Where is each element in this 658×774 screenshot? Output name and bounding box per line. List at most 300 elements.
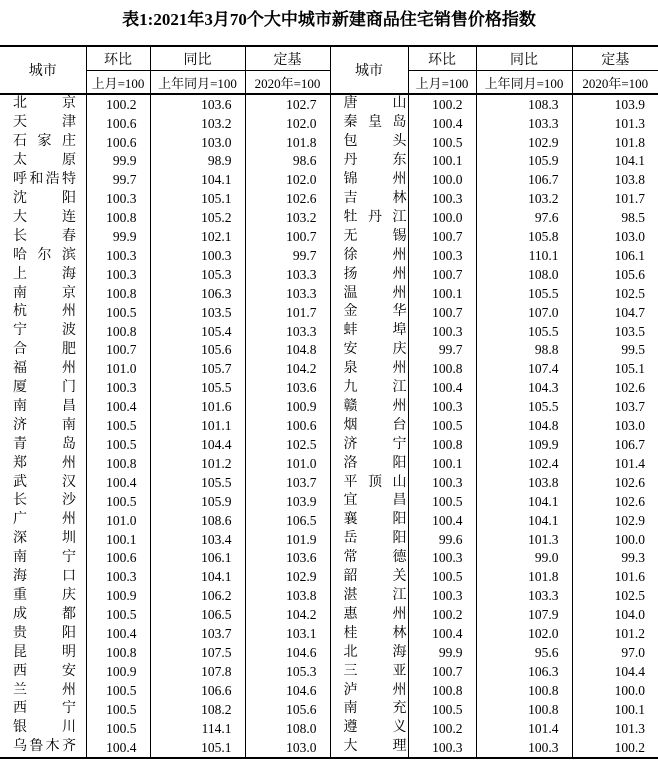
table-row [0, 152, 658, 171]
yoy-value-right: 105.5 [476, 284, 572, 303]
header-fixed-base-right: 2020年=100 [572, 71, 658, 95]
fixed-base-value-left: 98.6 [245, 152, 330, 171]
fixed-base-value-left: 106.5 [245, 511, 330, 530]
city-cell-right [330, 303, 408, 322]
city-name: 太原 [13, 153, 76, 169]
yoy-value-left: 106.5 [150, 605, 245, 624]
city-cell-right [330, 587, 408, 606]
table-row [0, 379, 658, 398]
city-cell-right [330, 700, 408, 719]
mom-value-right: 99.9 [408, 643, 476, 662]
city-name: 杭州 [13, 304, 76, 320]
table-row [0, 511, 658, 530]
mom-value-left: 100.8 [86, 454, 150, 473]
city-cell-left [0, 568, 86, 587]
city-cell-right [330, 341, 408, 360]
fixed-base-value-left: 102.5 [245, 435, 330, 454]
yoy-value-right: 108.0 [476, 265, 572, 284]
city-cell-right [330, 511, 408, 530]
mom-value-right: 100.5 [408, 133, 476, 152]
city-cell-right [330, 284, 408, 303]
header-fixed-base-left: 2020年=100 [245, 71, 330, 95]
table-row [0, 322, 658, 341]
yoy-value-right: 105.5 [476, 322, 572, 341]
city-name: 平顶山 [343, 474, 407, 490]
fixed-base-value-right: 100.0 [614, 531, 645, 547]
fixed-base-value-left: 101.0 [245, 454, 330, 473]
header-fixed-left: 定基 [245, 46, 330, 71]
mom-value-right: 100.8 [408, 360, 476, 379]
city-name: 泉州 [343, 361, 407, 377]
city-name: 济宁 [343, 436, 407, 452]
city-cell-right [330, 473, 408, 492]
city-cell-right [330, 624, 408, 643]
city-cell-left [0, 133, 86, 152]
city-name: 贵阳 [13, 625, 76, 641]
yoy-value-right: 103.8 [476, 473, 572, 492]
city-name: 无锡 [343, 228, 407, 244]
city-cell-left [0, 492, 86, 511]
fixed-base-value-right: 101.7 [614, 191, 645, 207]
fixed-base-value-left: 103.6 [245, 549, 330, 568]
mom-value-left: 100.4 [86, 398, 150, 417]
yoy-value-left: 108.2 [150, 700, 245, 719]
mom-value-right: 100.5 [408, 568, 476, 587]
city-name: 洛阳 [343, 455, 407, 471]
mom-value-left: 100.9 [86, 587, 150, 606]
fixed-base-value-left: 104.2 [245, 360, 330, 379]
mom-value-right: 100.5 [408, 416, 476, 435]
city-cell-left [0, 624, 86, 643]
city-name: 南充 [343, 701, 407, 717]
yoy-value-left: 105.5 [150, 379, 245, 398]
city-name: 温州 [343, 285, 407, 301]
city-cell-left [0, 473, 86, 492]
yoy-value-left: 104.1 [150, 171, 245, 190]
yoy-value-right: 100.8 [476, 681, 572, 700]
mom-value-right: 100.3 [408, 398, 476, 417]
mom-value-right: 100.7 [408, 303, 476, 322]
city-cell-right [330, 190, 408, 209]
yoy-value-right: 104.1 [476, 511, 572, 530]
yoy-value-right: 101.8 [476, 568, 572, 587]
table-row [0, 265, 658, 284]
city-cell-left [0, 435, 86, 454]
city-cell-right [330, 208, 408, 227]
yoy-value-left: 98.9 [150, 152, 245, 171]
fixed-base-value-right: 101.4 [614, 455, 645, 471]
fixed-base-value-left: 101.9 [245, 530, 330, 549]
table-row [0, 114, 658, 133]
yoy-value-left: 105.7 [150, 360, 245, 379]
yoy-value-left: 105.4 [150, 322, 245, 341]
fixed-base-value-left: 105.6 [245, 700, 330, 719]
city-name: 牡丹江 [343, 209, 407, 225]
mom-value-left: 100.1 [86, 530, 150, 549]
yoy-value-left: 100.3 [150, 246, 245, 265]
city-name: 北京 [13, 96, 76, 112]
city-name: 徐州 [343, 247, 407, 263]
fixed-base-value-right: 106.1 [614, 247, 645, 263]
fixed-base-value-left: 103.3 [245, 284, 330, 303]
mom-value-left: 101.0 [86, 360, 150, 379]
city-name: 南宁 [13, 550, 76, 566]
mom-value-left: 100.4 [86, 624, 150, 643]
mom-value-left: 100.4 [86, 473, 150, 492]
yoy-value-right: 110.1 [476, 246, 572, 265]
fixed-base-value-left: 103.0 [245, 738, 330, 758]
yoy-value-left: 103.2 [150, 114, 245, 133]
price-index-table [0, 45, 658, 759]
fixed-base-value-left: 103.9 [245, 492, 330, 511]
city-cell-left [0, 700, 86, 719]
yoy-value-left: 101.2 [150, 454, 245, 473]
table-body [0, 94, 658, 758]
fixed-base-value-left: 104.8 [245, 341, 330, 360]
mom-value-left: 100.5 [86, 719, 150, 738]
fixed-base-value-right: 101.8 [614, 134, 645, 150]
fixed-base-value-left: 100.7 [245, 227, 330, 246]
table-row [0, 662, 658, 681]
fixed-base-value-right: 98.5 [621, 210, 645, 226]
mom-value-left: 100.8 [86, 643, 150, 662]
city-cell-left [0, 416, 86, 435]
city-cell-right [330, 719, 408, 738]
yoy-value-right: 100.3 [476, 738, 572, 758]
fixed-base-value-left: 104.6 [245, 643, 330, 662]
table-row [0, 341, 658, 360]
fixed-base-value-right: 101.6 [614, 569, 645, 585]
city-name: 三亚 [343, 663, 407, 679]
city-cell-left [0, 246, 86, 265]
yoy-value-left: 107.8 [150, 662, 245, 681]
yoy-value-left: 103.5 [150, 303, 245, 322]
yoy-value-left: 114.1 [150, 719, 245, 738]
mom-value-right: 99.6 [408, 530, 476, 549]
city-name: 包头 [343, 134, 407, 150]
city-name: 襄阳 [343, 512, 407, 528]
fixed-base-value-left: 100.9 [245, 398, 330, 417]
yoy-value-left: 105.1 [150, 190, 245, 209]
fixed-base-value-right: 99.5 [621, 342, 645, 358]
fixed-base-value-right: 104.0 [614, 607, 645, 623]
mom-value-left: 100.6 [86, 114, 150, 133]
yoy-value-left: 104.4 [150, 435, 245, 454]
city-cell-left [0, 152, 86, 171]
city-name: 蚌埠 [343, 323, 407, 339]
city-name: 常德 [343, 550, 407, 566]
yoy-value-left: 103.6 [150, 94, 245, 114]
city-cell-left [0, 227, 86, 246]
city-cell-left [0, 398, 86, 417]
city-name: 大连 [13, 209, 76, 225]
fixed-base-value-right: 102.5 [614, 285, 645, 301]
city-cell-right [330, 568, 408, 587]
fixed-base-value-left: 104.6 [245, 681, 330, 700]
table-row [0, 416, 658, 435]
city-cell-right [330, 227, 408, 246]
city-name: 福州 [13, 361, 76, 377]
city-cell-left [0, 265, 86, 284]
city-cell-right [330, 398, 408, 417]
mom-value-left: 100.5 [86, 605, 150, 624]
city-cell-right [330, 738, 408, 758]
table-row [0, 530, 658, 549]
fixed-base-value-left: 103.7 [245, 473, 330, 492]
mom-value-right: 100.4 [408, 511, 476, 530]
fixed-base-value-left: 102.9 [245, 568, 330, 587]
fixed-base-value-right: 102.6 [614, 493, 645, 509]
yoy-value-right: 97.6 [476, 208, 572, 227]
city-name: 青岛 [13, 436, 76, 452]
fixed-base-value-right: 102.5 [614, 588, 645, 604]
city-name: 九江 [343, 380, 407, 396]
city-name: 吉林 [343, 190, 407, 206]
city-name: 遵义 [343, 720, 407, 736]
table-row [0, 284, 658, 303]
yoy-value-right: 105.9 [476, 152, 572, 171]
yoy-value-right: 103.3 [476, 114, 572, 133]
header-yoy-left: 同比 [150, 46, 245, 71]
mom-value-left: 100.2 [86, 94, 150, 114]
city-name: 西安 [13, 663, 76, 679]
mom-value-right: 100.7 [408, 265, 476, 284]
header-city-left: 城市 [0, 46, 86, 94]
city-name: 呼和浩特 [13, 172, 76, 188]
fixed-base-value-right: 99.3 [621, 550, 645, 566]
table-row [0, 549, 658, 568]
fixed-base-value-left: 103.3 [245, 265, 330, 284]
mom-value-left: 100.5 [86, 700, 150, 719]
header-city-right: 城市 [330, 46, 408, 94]
yoy-value-right: 99.0 [476, 549, 572, 568]
yoy-value-right: 107.4 [476, 360, 572, 379]
city-name: 乌鲁木齐 [13, 739, 76, 755]
city-name: 北海 [343, 644, 407, 660]
city-name: 泸州 [343, 682, 407, 698]
table-row [0, 171, 658, 190]
fixed-base-value-left: 102.7 [245, 94, 330, 114]
mom-value-left: 100.6 [86, 549, 150, 568]
mom-value-left: 100.5 [86, 435, 150, 454]
yoy-value-right: 101.4 [476, 719, 572, 738]
yoy-value-left: 103.0 [150, 133, 245, 152]
fixed-base-value-right: 101.3 [614, 115, 645, 131]
fixed-base-value-left: 102.6 [245, 190, 330, 209]
city-name: 哈尔滨 [13, 247, 76, 263]
yoy-value-right: 95.6 [476, 643, 572, 662]
table-row [0, 605, 658, 624]
city-cell-right [330, 492, 408, 511]
table-row [0, 719, 658, 738]
city-cell-right [330, 530, 408, 549]
city-name: 赣州 [343, 398, 407, 414]
table-row [0, 435, 658, 454]
header-mom-base-right: 上月=100 [408, 71, 476, 95]
city-cell-right [330, 322, 408, 341]
city-cell-left [0, 454, 86, 473]
mom-value-right: 100.7 [408, 227, 476, 246]
yoy-value-right: 103.2 [476, 190, 572, 209]
mom-value-right: 100.0 [408, 171, 476, 190]
city-name: 金华 [343, 304, 407, 320]
table-row [0, 398, 658, 417]
fixed-base-value-left: 102.0 [245, 114, 330, 133]
city-cell-right [330, 435, 408, 454]
city-name: 长春 [13, 228, 76, 244]
fixed-base-value-right: 102.6 [614, 380, 645, 396]
mom-value-right: 100.3 [408, 549, 476, 568]
fixed-base-value-left: 101.8 [245, 133, 330, 152]
table-row [0, 303, 658, 322]
city-cell-left [0, 171, 86, 190]
yoy-value-left: 103.4 [150, 530, 245, 549]
fixed-base-value-left: 103.8 [245, 587, 330, 606]
city-cell-right [330, 246, 408, 265]
city-cell-left [0, 190, 86, 209]
city-cell-right [330, 549, 408, 568]
mom-value-left: 101.0 [86, 511, 150, 530]
city-cell-left [0, 719, 86, 738]
mom-value-right: 100.3 [408, 738, 476, 758]
city-cell-right [330, 152, 408, 171]
table-row [0, 568, 658, 587]
mom-value-left: 100.3 [86, 190, 150, 209]
yoy-value-left: 106.1 [150, 549, 245, 568]
city-name: 合肥 [13, 342, 76, 358]
mom-value-right: 100.4 [408, 379, 476, 398]
fixed-base-value-left: 104.2 [245, 605, 330, 624]
fixed-base-value-right: 103.7 [614, 399, 645, 415]
table-row [0, 681, 658, 700]
city-name: 烟台 [343, 417, 407, 433]
city-name: 惠州 [343, 606, 407, 622]
city-cell-right [330, 454, 408, 473]
fixed-base-value-left: 102.0 [245, 171, 330, 190]
mom-value-left: 100.5 [86, 303, 150, 322]
mom-value-right: 100.1 [408, 152, 476, 171]
table-row [0, 246, 658, 265]
yoy-value-left: 106.6 [150, 681, 245, 700]
city-name: 丹东 [343, 153, 407, 169]
fixed-base-value-right: 105.1 [614, 361, 645, 377]
city-name: 湛江 [343, 588, 407, 604]
city-name: 韶关 [343, 569, 407, 585]
yoy-value-right: 105.8 [476, 227, 572, 246]
mom-value-right: 100.8 [408, 681, 476, 700]
mom-value-left: 100.5 [86, 681, 150, 700]
city-name: 长沙 [13, 493, 76, 509]
mom-value-right: 100.2 [408, 719, 476, 738]
mom-value-right: 100.8 [408, 435, 476, 454]
fixed-base-value-right: 102.9 [614, 512, 645, 528]
city-name: 岳阳 [343, 531, 407, 547]
fixed-base-value-right: 105.6 [614, 266, 645, 282]
mom-value-right: 100.0 [408, 208, 476, 227]
yoy-value-left: 105.5 [150, 473, 245, 492]
city-name: 郑州 [13, 455, 76, 471]
mom-value-left: 100.5 [86, 416, 150, 435]
yoy-value-right: 106.3 [476, 662, 572, 681]
fixed-base-value-right: 103.0 [614, 418, 645, 434]
header-mom-right: 环比 [408, 46, 476, 71]
city-cell-left [0, 662, 86, 681]
mom-value-right: 100.3 [408, 190, 476, 209]
table-row [0, 473, 658, 492]
city-cell-left [0, 643, 86, 662]
mom-value-left: 100.7 [86, 341, 150, 360]
mom-value-left: 99.9 [86, 227, 150, 246]
city-cell-right [330, 662, 408, 681]
city-cell-left [0, 511, 86, 530]
city-name: 武汉 [13, 474, 76, 490]
mom-value-left: 99.9 [86, 152, 150, 171]
table-row [0, 360, 658, 379]
mom-value-left: 100.9 [86, 662, 150, 681]
city-name: 海口 [13, 569, 76, 585]
mom-value-left: 100.3 [86, 265, 150, 284]
table-row [0, 700, 658, 719]
fixed-base-value-left: 103.6 [245, 379, 330, 398]
fixed-base-value-right: 103.8 [614, 172, 645, 188]
mom-value-right: 100.2 [408, 605, 476, 624]
yoy-value-right: 109.9 [476, 435, 572, 454]
city-cell-left [0, 341, 86, 360]
city-cell-right [330, 114, 408, 133]
city-name: 天津 [13, 115, 76, 131]
page-title: 表1:2021年3月70个大中城市新建商品住宅销售价格指数 [122, 10, 536, 29]
city-name: 深圳 [13, 531, 76, 547]
fixed-base-value-left: 101.7 [245, 303, 330, 322]
mom-value-left: 100.3 [86, 379, 150, 398]
city-name: 大理 [343, 739, 407, 755]
fixed-base-value-right: 103.5 [614, 323, 645, 339]
city-name: 南昌 [13, 398, 76, 414]
table-row [0, 227, 658, 246]
city-cell-right [330, 171, 408, 190]
city-cell-right [330, 379, 408, 398]
yoy-value-right: 102.0 [476, 624, 572, 643]
city-name: 上海 [13, 266, 76, 282]
mom-value-right: 100.3 [408, 322, 476, 341]
yoy-value-left: 101.6 [150, 398, 245, 417]
city-name: 银川 [13, 720, 76, 736]
fixed-base-value-right: 100.0 [614, 682, 645, 698]
city-name: 扬州 [343, 266, 407, 282]
city-cell-left [0, 322, 86, 341]
yoy-value-left: 105.3 [150, 265, 245, 284]
yoy-value-right: 107.9 [476, 605, 572, 624]
city-cell-right [330, 643, 408, 662]
mom-value-right: 100.3 [408, 473, 476, 492]
city-cell-left [0, 303, 86, 322]
yoy-value-left: 106.3 [150, 284, 245, 303]
table-header [0, 46, 658, 94]
city-name: 秦皇岛 [343, 115, 407, 131]
table-row [0, 208, 658, 227]
fixed-base-value-right: 104.4 [614, 663, 645, 679]
header-yoy-right: 同比 [476, 46, 572, 71]
city-cell-left [0, 681, 86, 700]
mom-value-left: 100.8 [86, 208, 150, 227]
city-name: 广州 [13, 512, 76, 528]
header-yoy-base-right: 上年同月=100 [476, 71, 572, 95]
yoy-value-right: 98.8 [476, 341, 572, 360]
yoy-value-left: 105.2 [150, 208, 245, 227]
city-name: 昆明 [13, 644, 76, 660]
city-cell-left [0, 738, 86, 758]
city-cell-left [0, 208, 86, 227]
